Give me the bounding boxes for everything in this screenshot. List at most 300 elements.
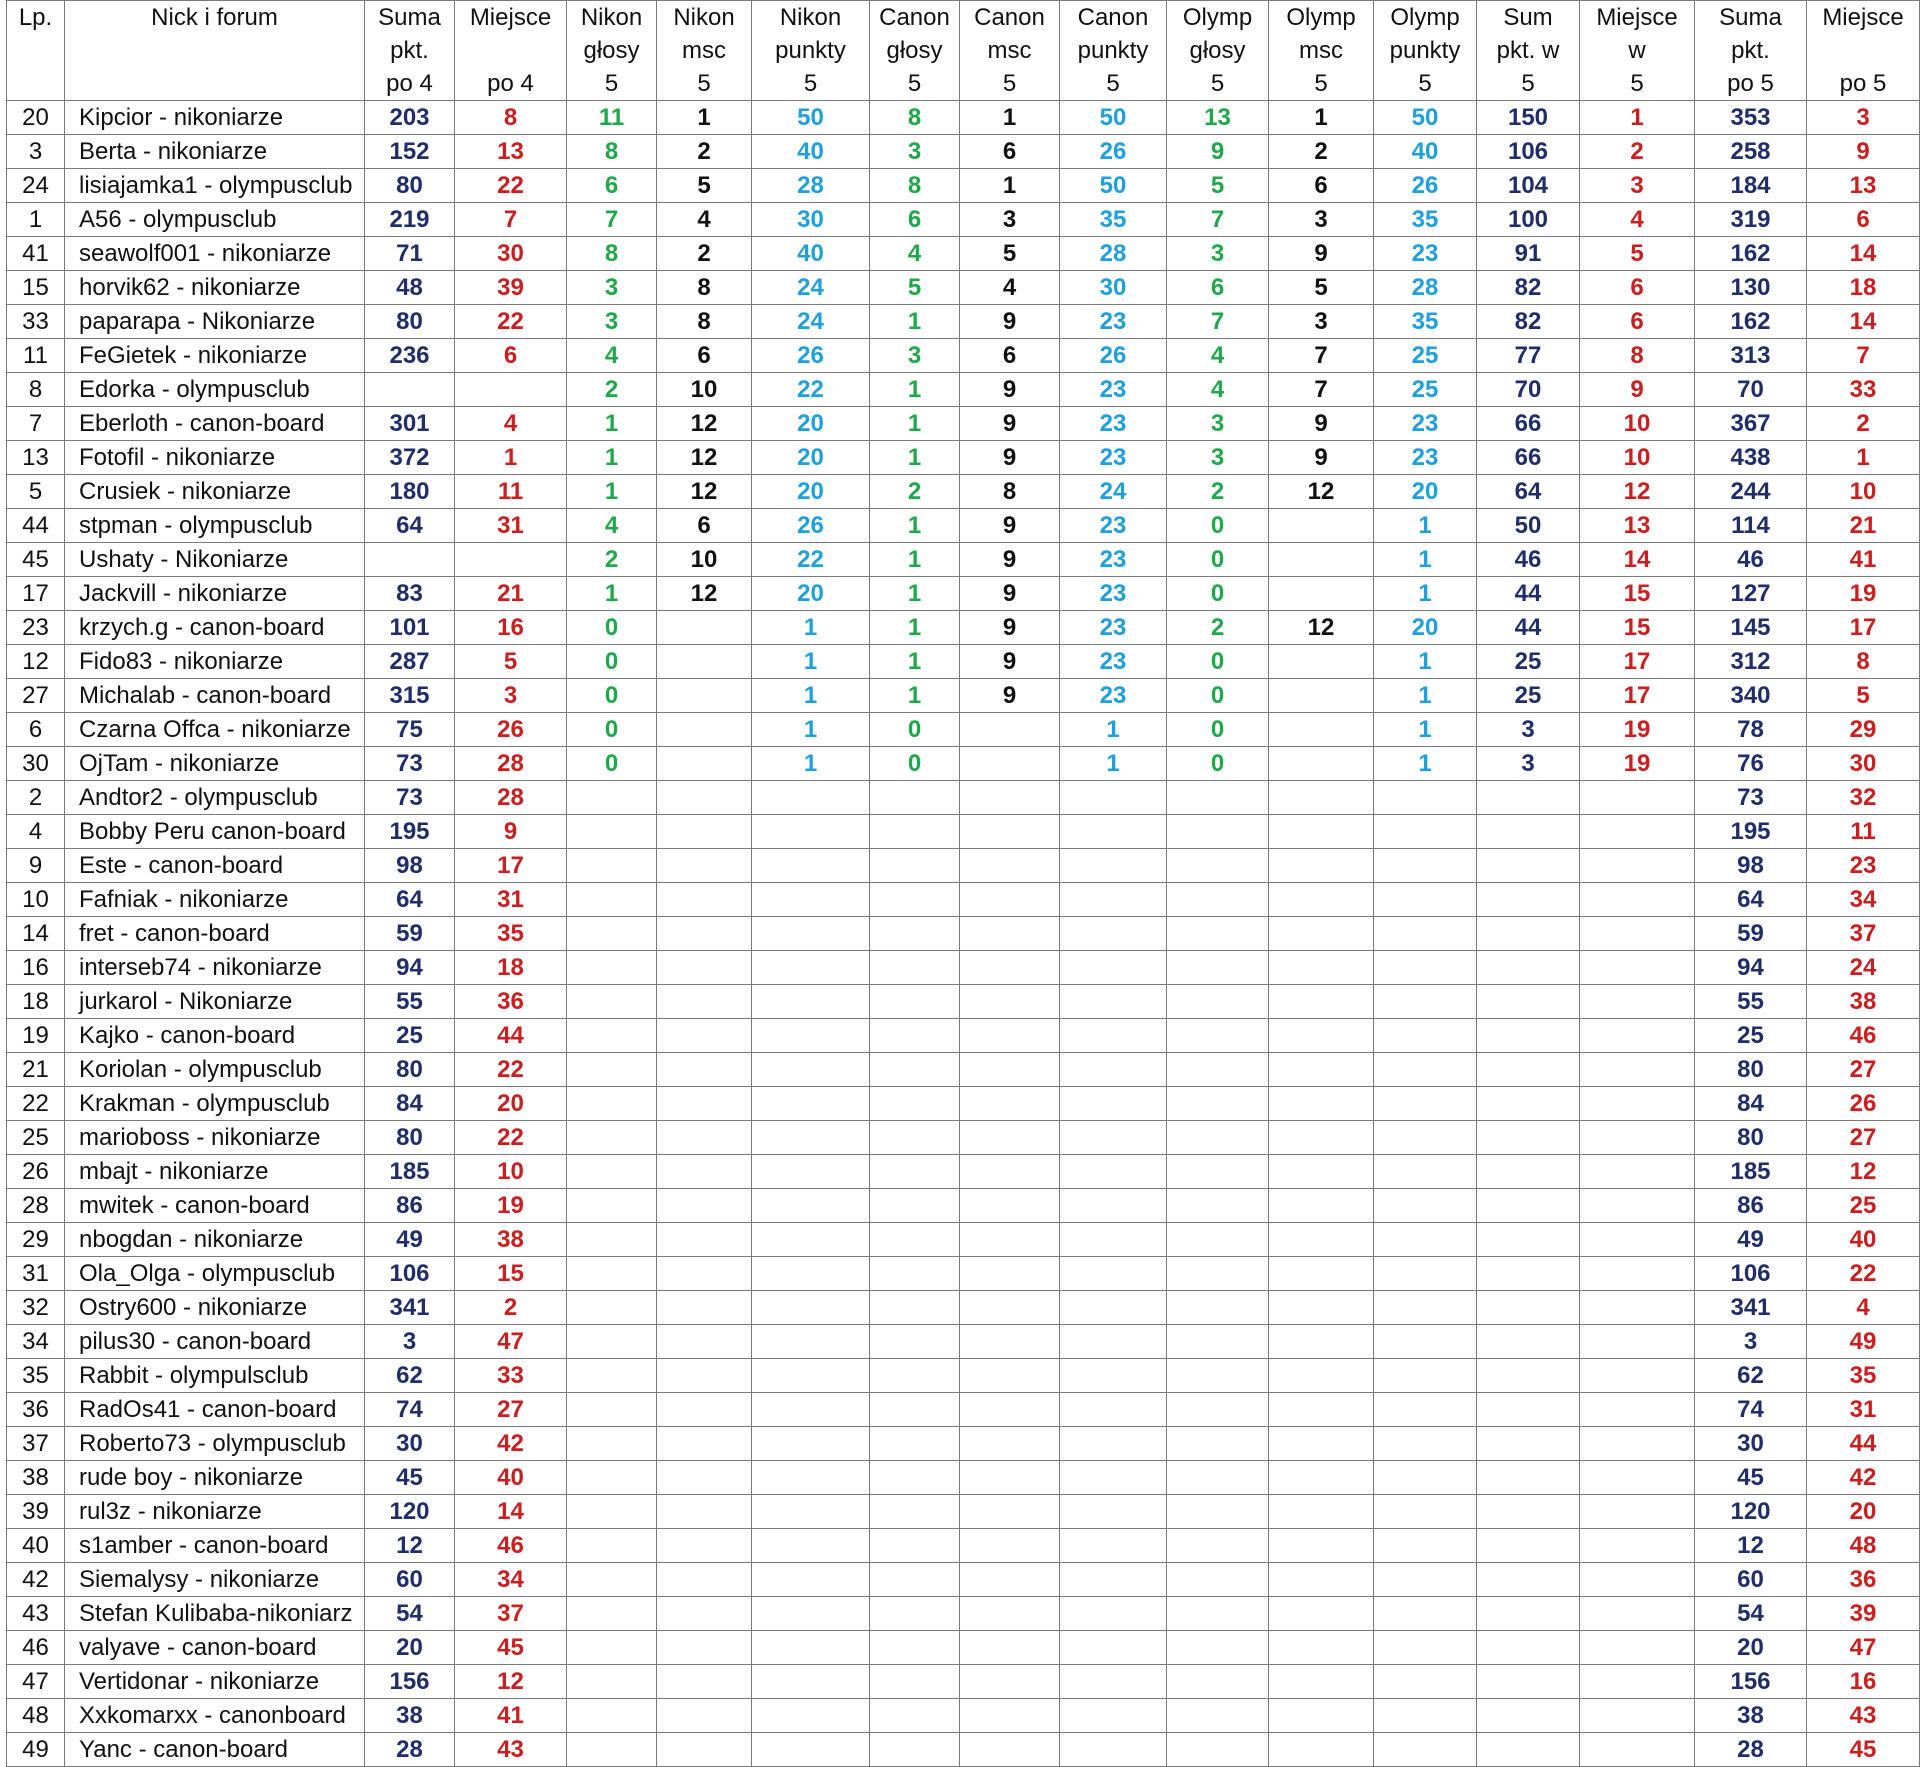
cell-place-w5: [1580, 1665, 1695, 1699]
cell-nikon-points: [752, 1121, 870, 1155]
cell-lp: 43: [7, 1597, 65, 1631]
cell-nick-forum: Kipcior - nikoniarze: [65, 101, 365, 135]
cell-olymp-msc: [1269, 985, 1374, 1019]
cell-place-po5: 23: [1807, 849, 1920, 883]
cell-nick-forum: Ola_Olga - olympusclub: [65, 1257, 365, 1291]
cell-place-po5: 5: [1807, 679, 1920, 713]
cell-canon-votes: [870, 1529, 960, 1563]
cell-nikon-votes: 6: [567, 169, 657, 203]
cell-sum-po4: 94: [365, 951, 455, 985]
cell-canon-votes: [870, 951, 960, 985]
cell-sum-po4: 59: [365, 917, 455, 951]
cell-canon-votes: 1: [870, 305, 960, 339]
table-row: [7, 985, 1920, 1019]
cell-canon-msc: 6: [960, 135, 1060, 169]
cell-olymp-msc: [1269, 1291, 1374, 1325]
cell-olymp-votes: [1167, 1699, 1269, 1733]
cell-nikon-msc: [657, 815, 752, 849]
cell-nikon-msc: 8: [657, 305, 752, 339]
cell-nikon-points: 24: [752, 271, 870, 305]
cell-canon-msc: [960, 1597, 1060, 1631]
cell-place-po5: 36: [1807, 1563, 1920, 1597]
cell-olymp-votes: 0: [1167, 679, 1269, 713]
cell-sum-po5: 114: [1695, 509, 1807, 543]
cell-place-po4: 15: [455, 1257, 567, 1291]
cell-place-po4: 33: [455, 1359, 567, 1393]
cell-sum-w5: [1477, 1155, 1580, 1189]
cell-canon-points: 26: [1060, 135, 1167, 169]
cell-sum-po5: 438: [1695, 441, 1807, 475]
table-row: [7, 1699, 1920, 1733]
table-row: [7, 373, 1920, 407]
cell-canon-msc: [960, 1359, 1060, 1393]
column-header: [7, 1, 65, 101]
cell-olymp-points: [1374, 1155, 1477, 1189]
cell-canon-points: [1060, 1495, 1167, 1529]
cell-lp: 6: [7, 713, 65, 747]
cell-nikon-votes: [567, 1427, 657, 1461]
cell-lp: 30: [7, 747, 65, 781]
cell-nikon-msc: 6: [657, 509, 752, 543]
cell-place-po5: 7: [1807, 339, 1920, 373]
cell-sum-po4: 30: [365, 1427, 455, 1461]
cell-olymp-points: 23: [1374, 237, 1477, 271]
cell-nikon-points: 20: [752, 577, 870, 611]
cell-nick-forum: Yanc - canon-board: [65, 1733, 365, 1767]
cell-olymp-msc: [1269, 1019, 1374, 1053]
cell-place-po4: [455, 373, 567, 407]
cell-canon-votes: 1: [870, 645, 960, 679]
cell-sum-po4: 64: [365, 509, 455, 543]
cell-olymp-votes: [1167, 1393, 1269, 1427]
cell-nikon-votes: [567, 1223, 657, 1257]
cell-nikon-votes: [567, 917, 657, 951]
cell-olymp-points: [1374, 1733, 1477, 1767]
cell-sum-po4: 315: [365, 679, 455, 713]
table-row: [7, 305, 1920, 339]
cell-nikon-msc: 12: [657, 407, 752, 441]
cell-canon-msc: [960, 1291, 1060, 1325]
cell-sum-po5: 64: [1695, 883, 1807, 917]
cell-place-po5: 48: [1807, 1529, 1920, 1563]
cell-place-po5: 19: [1807, 577, 1920, 611]
cell-place-w5: [1580, 1461, 1695, 1495]
column-header-line: po 5: [1839, 70, 1887, 97]
cell-canon-votes: [870, 1461, 960, 1495]
cell-olymp-msc: 6: [1269, 169, 1374, 203]
cell-olymp-points: [1374, 1495, 1477, 1529]
cell-canon-votes: [870, 1393, 960, 1427]
cell-place-po4: 4: [455, 407, 567, 441]
cell-olymp-msc: [1269, 1155, 1374, 1189]
cell-nikon-votes: [567, 849, 657, 883]
cell-nick-forum: Koriolan - olympusclub: [65, 1053, 365, 1087]
cell-sum-po5: 341: [1695, 1291, 1807, 1325]
cell-canon-points: 30: [1060, 271, 1167, 305]
cell-lp: 29: [7, 1223, 65, 1257]
cell-sum-po4: 84: [365, 1087, 455, 1121]
cell-nikon-msc: [657, 985, 752, 1019]
cell-olymp-votes: 3: [1167, 441, 1269, 475]
cell-sum-w5: 66: [1477, 407, 1580, 441]
cell-nick-forum: Crusiek - nikoniarze: [65, 475, 365, 509]
cell-lp: 1: [7, 203, 65, 237]
cell-place-po4: 22: [455, 305, 567, 339]
cell-place-po4: 40: [455, 1461, 567, 1495]
cell-lp: 15: [7, 271, 65, 305]
cell-canon-votes: [870, 849, 960, 883]
column-header-line: msc: [1299, 37, 1343, 64]
cell-nikon-msc: [657, 1257, 752, 1291]
cell-olymp-points: 40: [1374, 135, 1477, 169]
cell-nikon-votes: [567, 781, 657, 815]
table-row: [7, 815, 1920, 849]
cell-sum-po4: 3: [365, 1325, 455, 1359]
column-header-line: Nikon: [779, 4, 842, 31]
cell-olymp-msc: [1269, 1529, 1374, 1563]
cell-olymp-msc: [1269, 1393, 1374, 1427]
column-header-line: 5: [1418, 70, 1432, 97]
cell-nick-forum: Eberloth - canon-board: [65, 407, 365, 441]
cell-olymp-msc: [1269, 509, 1374, 543]
cell-sum-po5: 120: [1695, 1495, 1807, 1529]
cell-lp: 31: [7, 1257, 65, 1291]
cell-canon-msc: 9: [960, 611, 1060, 645]
cell-nikon-votes: [567, 1359, 657, 1393]
cell-sum-po4: 185: [365, 1155, 455, 1189]
cell-sum-w5: 100: [1477, 203, 1580, 237]
cell-place-po5: 27: [1807, 1121, 1920, 1155]
cell-place-po4: 44: [455, 1019, 567, 1053]
cell-place-w5: 1: [1580, 101, 1695, 135]
cell-olymp-votes: 3: [1167, 407, 1269, 441]
cell-olymp-points: [1374, 1631, 1477, 1665]
table-row: [7, 271, 1920, 305]
cell-lp: 46: [7, 1631, 65, 1665]
cell-olymp-points: [1374, 1393, 1477, 1427]
cell-lp: 22: [7, 1087, 65, 1121]
cell-nikon-msc: [657, 1189, 752, 1223]
cell-sum-w5: [1477, 849, 1580, 883]
cell-sum-po5: 70: [1695, 373, 1807, 407]
table-row: [7, 1087, 1920, 1121]
column-header-line: pkt.: [390, 37, 429, 64]
cell-nick-forum: Jackvill - nikoniarze: [65, 577, 365, 611]
cell-olymp-points: 25: [1374, 339, 1477, 373]
cell-olymp-votes: [1167, 1223, 1269, 1257]
table-row: [7, 917, 1920, 951]
cell-place-po5: 21: [1807, 509, 1920, 543]
cell-place-po4: 35: [455, 917, 567, 951]
cell-canon-msc: [960, 1393, 1060, 1427]
cell-canon-points: 1: [1060, 713, 1167, 747]
cell-place-w5: [1580, 849, 1695, 883]
cell-canon-points: 28: [1060, 237, 1167, 271]
cell-sum-po4: 80: [365, 169, 455, 203]
cell-canon-votes: 3: [870, 135, 960, 169]
cell-place-po4: 22: [455, 169, 567, 203]
cell-canon-points: 23: [1060, 509, 1167, 543]
cell-lp: 27: [7, 679, 65, 713]
cell-nikon-votes: [567, 1257, 657, 1291]
cell-olymp-votes: [1167, 1019, 1269, 1053]
cell-olymp-msc: 5: [1269, 271, 1374, 305]
cell-canon-votes: [870, 1733, 960, 1767]
cell-place-po4: 28: [455, 781, 567, 815]
column-header-line: 5: [697, 70, 711, 97]
cell-place-po4: [455, 543, 567, 577]
cell-place-w5: [1580, 1359, 1695, 1393]
cell-canon-msc: 3: [960, 203, 1060, 237]
cell-lp: 8: [7, 373, 65, 407]
cell-nick-forum: Roberto73 - olympusclub: [65, 1427, 365, 1461]
cell-nikon-msc: 12: [657, 441, 752, 475]
cell-sum-w5: [1477, 1529, 1580, 1563]
cell-sum-po4: 12: [365, 1529, 455, 1563]
column-header-line: po 4: [386, 70, 433, 97]
cell-nikon-votes: 1: [567, 577, 657, 611]
cell-olymp-points: [1374, 1563, 1477, 1597]
cell-place-w5: [1580, 985, 1695, 1019]
table-row: [7, 1223, 1920, 1257]
cell-nick-forum: Edorka - olympusclub: [65, 373, 365, 407]
cell-nikon-points: 1: [752, 679, 870, 713]
cell-sum-po4: 28: [365, 1733, 455, 1767]
cell-nikon-points: [752, 781, 870, 815]
cell-place-po5: 31: [1807, 1393, 1920, 1427]
cell-olymp-msc: [1269, 849, 1374, 883]
cell-nikon-points: [752, 1223, 870, 1257]
cell-canon-votes: 1: [870, 679, 960, 713]
cell-nick-forum: Bobby Peru canon-board: [65, 815, 365, 849]
cell-olymp-votes: [1167, 1155, 1269, 1189]
cell-sum-po5: 54: [1695, 1597, 1807, 1631]
cell-canon-msc: [960, 747, 1060, 781]
cell-olymp-msc: [1269, 1121, 1374, 1155]
cell-canon-msc: [960, 849, 1060, 883]
cell-place-w5: 4: [1580, 203, 1695, 237]
cell-olymp-msc: [1269, 1665, 1374, 1699]
cell-sum-po4: 75: [365, 713, 455, 747]
cell-place-po5: 34: [1807, 883, 1920, 917]
cell-canon-msc: 9: [960, 441, 1060, 475]
cell-place-po5: 2: [1807, 407, 1920, 441]
column-header: [365, 1, 455, 101]
cell-place-po4: 27: [455, 1393, 567, 1427]
cell-canon-points: [1060, 1325, 1167, 1359]
cell-sum-po4: 180: [365, 475, 455, 509]
column-header-line: [1807, 34, 1919, 67]
table-row: [7, 441, 1920, 475]
cell-nick-forum: Berta - nikoniarze: [65, 135, 365, 169]
cell-canon-votes: [870, 1087, 960, 1121]
cell-sum-w5: 3: [1477, 713, 1580, 747]
cell-nikon-msc: 10: [657, 543, 752, 577]
cell-nikon-points: [752, 1733, 870, 1767]
cell-canon-msc: [960, 917, 1060, 951]
cell-sum-w5: 64: [1477, 475, 1580, 509]
cell-olymp-votes: [1167, 985, 1269, 1019]
cell-olymp-msc: [1269, 1087, 1374, 1121]
cell-canon-points: 23: [1060, 407, 1167, 441]
cell-olymp-points: 50: [1374, 101, 1477, 135]
cell-place-po5: 40: [1807, 1223, 1920, 1257]
cell-nikon-msc: [657, 611, 752, 645]
cell-sum-po4: 54: [365, 1597, 455, 1631]
cell-sum-po5: 49: [1695, 1223, 1807, 1257]
cell-place-w5: 9: [1580, 373, 1695, 407]
cell-nikon-msc: [657, 1733, 752, 1767]
cell-sum-po4: 55: [365, 985, 455, 1019]
cell-olymp-points: 1: [1374, 577, 1477, 611]
cell-place-w5: 5: [1580, 237, 1695, 271]
cell-nikon-votes: [567, 1529, 657, 1563]
cell-canon-votes: 1: [870, 543, 960, 577]
column-header-line: 5: [1521, 70, 1535, 97]
cell-olymp-points: [1374, 1257, 1477, 1291]
cell-canon-votes: [870, 985, 960, 1019]
cell-place-w5: 17: [1580, 679, 1695, 713]
cell-nikon-msc: [657, 1461, 752, 1495]
cell-olymp-msc: [1269, 747, 1374, 781]
cell-canon-points: [1060, 883, 1167, 917]
cell-place-w5: [1580, 1121, 1695, 1155]
cell-nikon-msc: [657, 1087, 752, 1121]
cell-sum-po5: 367: [1695, 407, 1807, 441]
cell-place-po5: 13: [1807, 169, 1920, 203]
table-row: [7, 237, 1920, 271]
column-header-line: pkt.: [1731, 37, 1770, 64]
cell-nikon-msc: [657, 1393, 752, 1427]
cell-canon-points: [1060, 985, 1167, 1019]
cell-canon-points: 23: [1060, 305, 1167, 339]
cell-olymp-points: [1374, 1223, 1477, 1257]
cell-olymp-votes: [1167, 1461, 1269, 1495]
cell-nick-forum: Xxkomarxx - canonboard: [65, 1699, 365, 1733]
cell-lp: 10: [7, 883, 65, 917]
cell-sum-po4: 25: [365, 1019, 455, 1053]
column-header-line: pkt. w: [1496, 37, 1560, 64]
column-header-line: Miejsce: [1596, 4, 1678, 31]
cell-place-po5: 12: [1807, 1155, 1920, 1189]
column-header-line: głosy: [583, 37, 640, 64]
cell-place-w5: 15: [1580, 611, 1695, 645]
cell-nikon-msc: [657, 645, 752, 679]
cell-olymp-votes: [1167, 1631, 1269, 1665]
cell-nikon-msc: 6: [657, 339, 752, 373]
cell-canon-votes: [870, 1597, 960, 1631]
cell-nikon-votes: 3: [567, 271, 657, 305]
cell-place-po4: 14: [455, 1495, 567, 1529]
cell-nick-forum: rude boy - nikoniarze: [65, 1461, 365, 1495]
cell-canon-votes: [870, 1699, 960, 1733]
cell-olymp-votes: [1167, 951, 1269, 985]
cell-nikon-votes: 0: [567, 679, 657, 713]
cell-canon-msc: [960, 1019, 1060, 1053]
cell-nikon-points: [752, 883, 870, 917]
cell-olymp-points: 28: [1374, 271, 1477, 305]
table-row: [7, 1733, 1920, 1767]
cell-nikon-points: 40: [752, 135, 870, 169]
cell-sum-po4: 20: [365, 1631, 455, 1665]
cell-nikon-msc: [657, 679, 752, 713]
cell-place-po4: 26: [455, 713, 567, 747]
cell-nikon-points: [752, 849, 870, 883]
column-header: [870, 1, 960, 101]
cell-canon-votes: 1: [870, 441, 960, 475]
cell-nikon-msc: [657, 1495, 752, 1529]
cell-nikon-msc: [657, 1223, 752, 1257]
cell-sum-w5: [1477, 1631, 1580, 1665]
cell-nick-forum: Ushaty - Nikoniarze: [65, 543, 365, 577]
cell-place-po5: 14: [1807, 305, 1920, 339]
column-header-line: Suma: [1719, 4, 1782, 31]
cell-olymp-votes: [1167, 815, 1269, 849]
table-row: [7, 1529, 1920, 1563]
cell-nikon-votes: 2: [567, 373, 657, 407]
cell-canon-points: [1060, 1053, 1167, 1087]
cell-place-po5: 30: [1807, 747, 1920, 781]
cell-olymp-votes: 0: [1167, 577, 1269, 611]
cell-place-w5: [1580, 781, 1695, 815]
column-header-line: Nick i forum: [151, 4, 278, 31]
cell-lp: 12: [7, 645, 65, 679]
cell-sum-po4: [365, 543, 455, 577]
cell-nick-forum: s1amber - canon-board: [65, 1529, 365, 1563]
cell-nick-forum: mbajt - nikoniarze: [65, 1155, 365, 1189]
cell-sum-w5: 82: [1477, 305, 1580, 339]
cell-nikon-msc: [657, 849, 752, 883]
cell-nikon-votes: [567, 1121, 657, 1155]
cell-olymp-votes: 0: [1167, 509, 1269, 543]
cell-canon-msc: [960, 1563, 1060, 1597]
column-header-line: 5: [604, 70, 619, 97]
cell-lp: 34: [7, 1325, 65, 1359]
cell-sum-po5: 80: [1695, 1053, 1807, 1087]
table-row: [7, 747, 1920, 781]
cell-sum-w5: [1477, 1257, 1580, 1291]
cell-olymp-points: [1374, 1699, 1477, 1733]
cell-place-po5: 33: [1807, 373, 1920, 407]
cell-place-po4: 2: [455, 1291, 567, 1325]
cell-nikon-votes: [567, 1053, 657, 1087]
cell-sum-po5: 28: [1695, 1733, 1807, 1767]
cell-nikon-msc: [657, 1699, 752, 1733]
cell-nick-forum: paparapa - Nikoniarze: [65, 305, 365, 339]
cell-canon-points: 23: [1060, 611, 1167, 645]
cell-canon-points: [1060, 1393, 1167, 1427]
cell-nikon-msc: [657, 713, 752, 747]
cell-nikon-points: [752, 1529, 870, 1563]
cell-canon-points: 23: [1060, 679, 1167, 713]
cell-place-po4: 8: [455, 101, 567, 135]
cell-canon-msc: [960, 1155, 1060, 1189]
cell-sum-w5: 50: [1477, 509, 1580, 543]
cell-canon-msc: [960, 883, 1060, 917]
cell-canon-msc: [960, 1495, 1060, 1529]
table-row: [7, 781, 1920, 815]
cell-canon-msc: [960, 1189, 1060, 1223]
cell-nick-forum: Fotofil - nikoniarze: [65, 441, 365, 475]
cell-place-w5: [1580, 1291, 1695, 1325]
cell-canon-points: 24: [1060, 475, 1167, 509]
cell-olymp-votes: [1167, 1597, 1269, 1631]
cell-nikon-points: 22: [752, 543, 870, 577]
cell-sum-po4: 86: [365, 1189, 455, 1223]
cell-lp: 7: [7, 407, 65, 441]
cell-sum-po4: 219: [365, 203, 455, 237]
cell-place-po5: 45: [1807, 1733, 1920, 1767]
